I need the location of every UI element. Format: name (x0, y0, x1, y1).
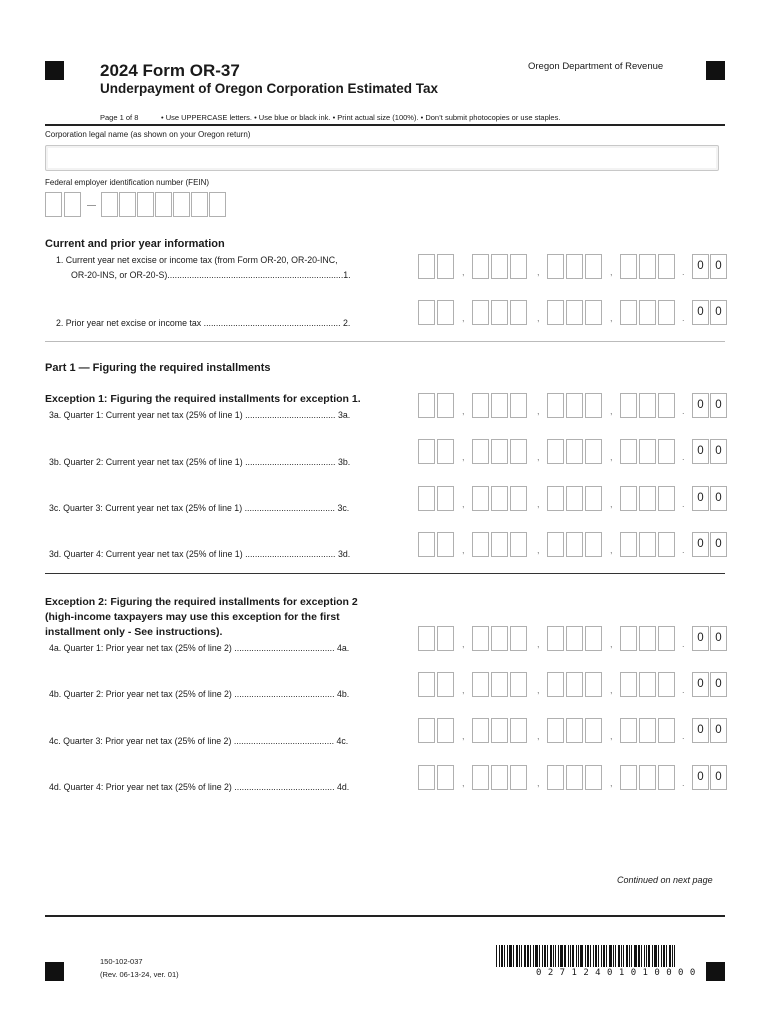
amount-digit[interactable] (547, 486, 564, 511)
amount-digit[interactable] (547, 718, 564, 743)
amount-digit[interactable] (510, 300, 527, 325)
barcode-bar (550, 945, 552, 967)
line-4b-text: 4b. Quarter 2: Prior year net tax (25% of line 2) ......................................... 4b. (49, 689, 350, 699)
fein-dash (87, 205, 96, 206)
thousands-separator: , (610, 406, 613, 416)
amount-digit[interactable] (639, 393, 656, 418)
line-1-text-a: 1. Current year net excise or income tax (from Form OR-20, OR-20-INC, (56, 255, 338, 265)
fein-digit[interactable] (209, 192, 226, 217)
amount-digit[interactable] (658, 300, 675, 325)
line-4c-text: 4c. Quarter 3: Prior year net tax (25% of line 2) ......................................... 4c. (49, 736, 349, 746)
amount-digit[interactable] (491, 439, 508, 464)
amount-digit[interactable] (566, 765, 583, 790)
barcode-bar (572, 945, 574, 967)
amount-digit[interactable] (437, 765, 454, 790)
legal-name-input[interactable] (45, 145, 719, 171)
line-4d-text: 4d. Quarter 4: Prior year net tax (25% of line 2) ......................................... 4d. (49, 782, 350, 792)
barcode (496, 945, 677, 967)
barcode-bar (672, 945, 673, 967)
amount-digit[interactable] (639, 718, 656, 743)
amount-digit[interactable] (658, 718, 675, 743)
amount-digit[interactable] (418, 765, 435, 790)
registration-mark-top-left (45, 61, 64, 80)
line-4a-text: 4a. Quarter 1: Prior year net tax (25% of line 2) ......................................... 4a. (49, 643, 350, 653)
amount-digit[interactable] (510, 626, 527, 651)
barcode-bar (530, 945, 531, 967)
barcode-bar (601, 945, 602, 967)
amount-digit[interactable] (491, 765, 508, 790)
amount-digit[interactable] (472, 486, 489, 511)
amount-digit[interactable] (639, 254, 656, 279)
barcode-bar (499, 945, 500, 967)
fein-digit[interactable] (155, 192, 172, 217)
cents-digit: 0 (710, 765, 727, 790)
cents-digit: 0 (692, 765, 709, 790)
amount-digit[interactable] (472, 532, 489, 557)
amount-digit[interactable] (639, 626, 656, 651)
barcode-bar (631, 945, 632, 967)
thousands-separator: , (537, 267, 540, 277)
thousands-separator: , (462, 267, 465, 277)
decimal-point: . (682, 406, 685, 416)
amount-digit[interactable] (547, 300, 564, 325)
decimal-point: . (682, 639, 685, 649)
amount-digit[interactable] (491, 718, 508, 743)
amount-digit[interactable] (472, 626, 489, 651)
fein-digit[interactable] (119, 192, 136, 217)
barcode-bar (496, 945, 497, 967)
amount-digit[interactable] (491, 532, 508, 557)
amount-digit[interactable] (510, 254, 527, 279)
barcode-bar (587, 945, 589, 967)
form-subtitle: Underpayment of Oregon Corporation Estimated Tax (100, 81, 439, 96)
barcode-bar (634, 945, 637, 967)
thousands-separator: , (610, 267, 613, 277)
amount-digit[interactable] (418, 254, 435, 279)
amount-digit[interactable] (620, 393, 637, 418)
thousands-separator: , (610, 685, 613, 695)
amount-digit[interactable] (491, 486, 508, 511)
cents-digit: 0 (692, 254, 709, 279)
amount-digit[interactable] (437, 254, 454, 279)
fein-digit[interactable] (45, 192, 62, 217)
divider (45, 573, 725, 574)
thousands-separator: , (610, 778, 613, 788)
amount-digit[interactable] (472, 300, 489, 325)
amount-digit[interactable] (585, 439, 602, 464)
registration-mark-top-right (706, 61, 725, 80)
barcode-bar (629, 945, 630, 967)
amount-digit[interactable] (639, 672, 656, 697)
amount-digit[interactable] (437, 532, 454, 557)
barcode-bar (553, 945, 554, 967)
exception1-heading: Exception 1: Figuring the required installments for exception 1. (45, 393, 361, 405)
barcode-bar (598, 945, 599, 967)
amount-digit[interactable] (566, 532, 583, 557)
barcode-bar (564, 945, 566, 967)
amount-digit[interactable] (418, 300, 435, 325)
amount-digit[interactable] (620, 300, 637, 325)
amount-digit[interactable] (437, 718, 454, 743)
page-indicator: Page 1 of 8 (100, 113, 139, 122)
barcode-bar (504, 945, 505, 967)
cents-digit: 0 (692, 626, 709, 651)
amount-digit[interactable] (472, 254, 489, 279)
barcode-bar (615, 945, 616, 967)
amount-digit[interactable] (639, 532, 656, 557)
amount-digit[interactable] (437, 672, 454, 697)
registration-mark-bottom-right (706, 962, 725, 981)
amount-digit[interactable] (639, 439, 656, 464)
barcode-bar (516, 945, 518, 967)
decimal-point: . (682, 731, 685, 741)
barcode-bar (646, 945, 647, 967)
thousands-separator: , (537, 685, 540, 695)
amount-digit[interactable] (658, 439, 675, 464)
thousands-separator: , (610, 452, 613, 462)
amount-digit[interactable] (547, 672, 564, 697)
decimal-point: . (682, 499, 685, 509)
amount-digit[interactable] (566, 439, 583, 464)
thousands-separator: , (537, 778, 540, 788)
barcode-bar (618, 945, 620, 967)
barcode-bar (590, 945, 591, 967)
amount-digit[interactable] (547, 439, 564, 464)
form-instructions: • Use UPPERCASE letters. • Use blue or black ink. • Print actual size (100%). • Don’t submit photocopies or use staples. (161, 113, 561, 122)
exception2-heading-line1: Exception 2: Figuring the required installments for exception 2 (45, 596, 358, 608)
barcode-bar (661, 945, 662, 967)
barcode-bar (623, 945, 624, 967)
form-title: 2024 Form OR-37 (100, 61, 240, 80)
line-1-text-b: OR-20-INS, or OR-20-S)........................................................................1. (71, 270, 351, 280)
barcode-bar (547, 945, 548, 967)
legal-name-label: Corporation legal name (as shown on your Oregon return) (45, 130, 251, 139)
amount-digit[interactable] (491, 672, 508, 697)
current-prior-heading: Current and prior year information (45, 238, 225, 250)
barcode-bar (641, 945, 642, 967)
barcode-bar (585, 945, 586, 967)
barcode-bar (539, 945, 540, 967)
barcode-bar (603, 945, 605, 967)
barcode-bar (558, 945, 559, 967)
amount-digit[interactable] (585, 626, 602, 651)
cents-digit: 0 (692, 486, 709, 511)
cents-digit: 0 (692, 718, 709, 743)
fein-digit[interactable] (191, 192, 208, 217)
amount-digit[interactable] (566, 718, 583, 743)
barcode-bar (507, 945, 508, 967)
cents-digit: 0 (692, 393, 709, 418)
amount-digit[interactable] (437, 486, 454, 511)
amount-digit[interactable] (472, 718, 489, 743)
thousands-separator: , (537, 639, 540, 649)
amount-digit[interactable] (566, 393, 583, 418)
thousands-separator: , (610, 639, 613, 649)
exception2-heading-line2: (high-income taxpayers may use this exception for the first (45, 611, 340, 623)
amount-digit[interactable] (491, 393, 508, 418)
amount-digit[interactable] (566, 486, 583, 511)
thousands-separator: , (462, 685, 465, 695)
thousands-separator: , (610, 499, 613, 509)
amount-digit[interactable] (418, 393, 435, 418)
barcode-bar (613, 945, 614, 967)
barcode-bar (638, 945, 640, 967)
amount-digit[interactable] (658, 626, 675, 651)
amount-digit[interactable] (547, 254, 564, 279)
amount-digit[interactable] (585, 486, 602, 511)
amount-digit[interactable] (566, 626, 583, 651)
thousands-separator: , (537, 731, 540, 741)
amount-digit[interactable] (585, 765, 602, 790)
fein-digit[interactable] (173, 192, 190, 217)
amount-digit[interactable] (510, 765, 527, 790)
amount-digit[interactable] (437, 300, 454, 325)
continued-note: Continued on next page (617, 875, 713, 885)
barcode-bar (580, 945, 583, 967)
amount-digit[interactable] (510, 439, 527, 464)
barcode-bar (513, 945, 514, 967)
fein-digit[interactable] (64, 192, 81, 217)
amount-digit[interactable] (437, 626, 454, 651)
barcode-bar (533, 945, 534, 967)
amount-digit[interactable] (585, 718, 602, 743)
barcode-bar (666, 945, 667, 967)
amount-digit[interactable] (620, 765, 637, 790)
barcode-bar (519, 945, 520, 967)
cents-digit: 0 (710, 672, 727, 697)
exception2-heading-line3: installment only - See instructions). (45, 626, 223, 638)
amount-digit[interactable] (418, 486, 435, 511)
amount-digit[interactable] (566, 672, 583, 697)
amount-digit[interactable] (620, 254, 637, 279)
header-rule (45, 124, 725, 126)
amount-digit[interactable] (547, 626, 564, 651)
amount-digit[interactable] (639, 300, 656, 325)
barcode-bar (524, 945, 526, 967)
form-revision: (Rev. 06-13-24, ver. 01) (100, 970, 179, 979)
amount-digit[interactable] (585, 300, 602, 325)
barcode-bar (609, 945, 612, 967)
barcode-bar (576, 945, 577, 967)
line-3a-text: 3a. Quarter 1: Current year net tax (25% of line 1) ..................................... 3a. (49, 410, 351, 420)
amount-digit[interactable] (418, 672, 435, 697)
amount-digit[interactable] (510, 718, 527, 743)
barcode-bar (658, 945, 659, 967)
footer-rule (45, 915, 725, 917)
amount-digit[interactable] (585, 672, 602, 697)
amount-digit[interactable] (639, 765, 656, 790)
fein-digit[interactable] (101, 192, 118, 217)
line-3d-text: 3d. Quarter 4: Current year net tax (25% of line 1) ..................................... 3d. (49, 549, 351, 559)
amount-digit[interactable] (510, 486, 527, 511)
thousands-separator: , (537, 406, 540, 416)
amount-digit[interactable] (510, 672, 527, 697)
line-2-text: 2. Prior year net excise or income tax ........................................................ 2. (56, 318, 351, 328)
barcode-bar (521, 945, 522, 967)
form-number: 150-102-037 (100, 957, 143, 966)
barcode-bar (544, 945, 546, 967)
barcode-bar (501, 945, 503, 967)
barcode-bar (560, 945, 563, 967)
thousands-separator: , (537, 499, 540, 509)
barcode-bar (663, 945, 665, 967)
amount-digit[interactable] (566, 254, 583, 279)
amount-digit[interactable] (418, 439, 435, 464)
amount-digit[interactable] (620, 718, 637, 743)
amount-digit[interactable] (585, 254, 602, 279)
amount-digit[interactable] (658, 672, 675, 697)
cents-digit: 0 (710, 300, 727, 325)
barcode-bar (542, 945, 543, 967)
amount-digit[interactable] (437, 439, 454, 464)
amount-digit[interactable] (658, 532, 675, 557)
amount-digit[interactable] (510, 532, 527, 557)
cents-digit: 0 (710, 718, 727, 743)
divider (45, 341, 725, 342)
line-3b-text: 3b. Quarter 2: Current year net tax (25% of line 1) ..................................... 3b. (49, 457, 351, 467)
cents-digit: 0 (710, 393, 727, 418)
barcode-bar (527, 945, 529, 967)
thousands-separator: , (610, 313, 613, 323)
decimal-point: . (682, 685, 685, 695)
thousands-separator: , (462, 639, 465, 649)
amount-digit[interactable] (620, 532, 637, 557)
decimal-point: . (682, 267, 685, 277)
amount-digit[interactable] (620, 486, 637, 511)
amount-digit[interactable] (566, 300, 583, 325)
barcode-bar (648, 945, 650, 967)
barcode-bar (652, 945, 653, 967)
department-name: Oregon Department of Revenue (528, 61, 664, 72)
thousands-separator: , (462, 778, 465, 788)
line-3c-text: 3c. Quarter 3: Current year net tax (25% of line 1) ..................................... 3c. (49, 503, 350, 513)
part1-heading: Part 1 — Figuring the required installments (45, 362, 271, 374)
barcode-bar (654, 945, 657, 967)
thousands-separator: , (462, 731, 465, 741)
barcode-bar (509, 945, 512, 967)
barcode-bar (555, 945, 556, 967)
decimal-point: . (682, 452, 685, 462)
barcode-bar (568, 945, 569, 967)
thousands-separator: , (462, 545, 465, 555)
cents-digit: 0 (692, 532, 709, 557)
amount-digit[interactable] (620, 672, 637, 697)
barcode-bar (606, 945, 607, 967)
amount-digit[interactable] (472, 393, 489, 418)
amount-digit[interactable] (472, 439, 489, 464)
barcode-bar (621, 945, 622, 967)
cents-digit: 0 (692, 300, 709, 325)
amount-digit[interactable] (491, 254, 508, 279)
amount-digit[interactable] (547, 393, 564, 418)
barcode-bar (644, 945, 645, 967)
decimal-point: . (682, 778, 685, 788)
amount-digit[interactable] (547, 765, 564, 790)
amount-digit[interactable] (585, 532, 602, 557)
amount-digit[interactable] (418, 718, 435, 743)
amount-digit[interactable] (491, 626, 508, 651)
fein-label: Federal employer identification number (FEIN) (45, 178, 210, 187)
cents-digit: 0 (710, 626, 727, 651)
cents-digit: 0 (710, 439, 727, 464)
cents-digit: 0 (710, 486, 727, 511)
registration-mark-bottom-left (45, 962, 64, 981)
amount-digit[interactable] (547, 532, 564, 557)
decimal-point: . (682, 313, 685, 323)
thousands-separator: , (537, 545, 540, 555)
amount-digit[interactable] (658, 254, 675, 279)
barcode-bar (626, 945, 628, 967)
amount-digit[interactable] (491, 300, 508, 325)
thousands-separator: , (462, 313, 465, 323)
amount-digit[interactable] (658, 765, 675, 790)
thousands-separator: , (537, 313, 540, 323)
amount-digit[interactable] (472, 765, 489, 790)
amount-digit[interactable] (472, 672, 489, 697)
amount-digit[interactable] (585, 393, 602, 418)
cents-digit: 0 (710, 254, 727, 279)
thousands-separator: , (462, 499, 465, 509)
barcode-bar (669, 945, 671, 967)
cents-digit: 0 (710, 532, 727, 557)
amount-digit[interactable] (658, 393, 675, 418)
barcode-bar (674, 945, 675, 967)
barcode-bar (595, 945, 597, 967)
amount-digit[interactable] (620, 626, 637, 651)
thousands-separator: , (462, 406, 465, 416)
fein-digit[interactable] (137, 192, 154, 217)
barcode-bar (570, 945, 571, 967)
barcode-number: 0 2 7 1 2 4 0 1 0 1 0 0 0 0 (536, 968, 696, 978)
amount-digit[interactable] (437, 393, 454, 418)
thousands-separator: , (610, 731, 613, 741)
amount-digit[interactable] (620, 439, 637, 464)
barcode-bar (593, 945, 594, 967)
cents-digit: 0 (692, 672, 709, 697)
amount-digit[interactable] (658, 486, 675, 511)
amount-digit[interactable] (510, 393, 527, 418)
thousands-separator: , (462, 452, 465, 462)
cents-digit: 0 (692, 439, 709, 464)
amount-digit[interactable] (418, 626, 435, 651)
barcode-bar (578, 945, 579, 967)
decimal-point: . (682, 545, 685, 555)
thousands-separator: , (610, 545, 613, 555)
amount-digit[interactable] (639, 486, 656, 511)
amount-digit[interactable] (418, 532, 435, 557)
barcode-bar (535, 945, 538, 967)
thousands-separator: , (537, 452, 540, 462)
